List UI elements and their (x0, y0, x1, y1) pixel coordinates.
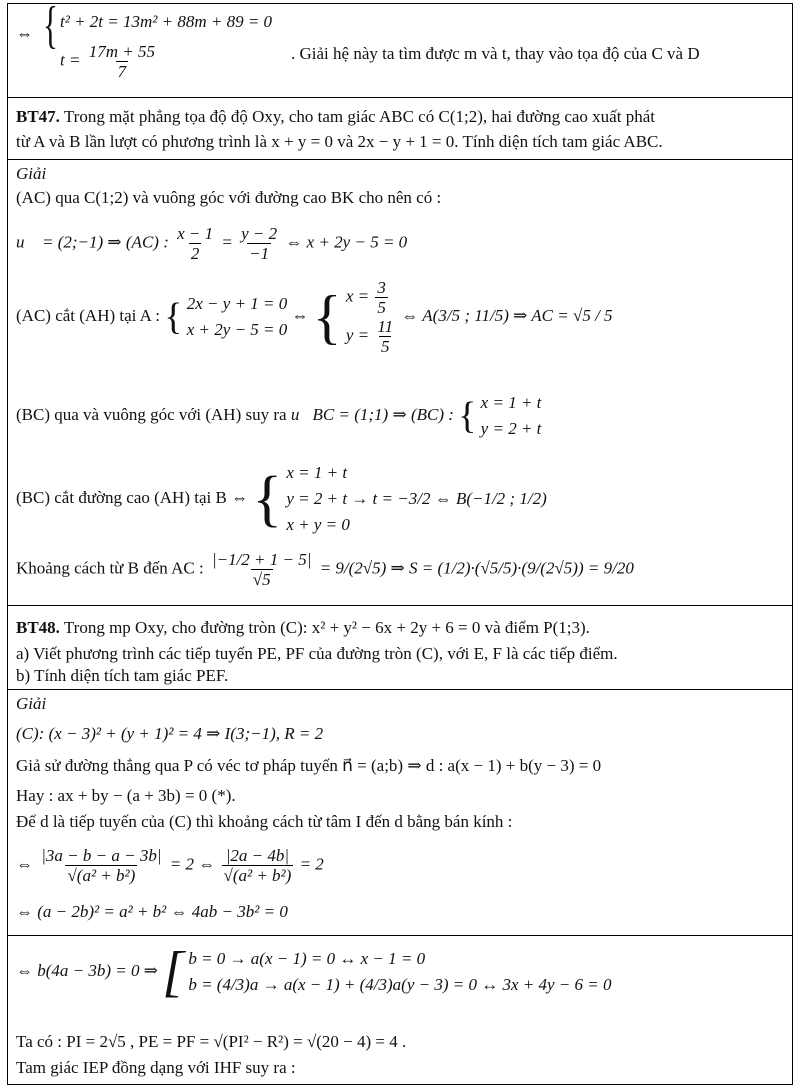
l5-f2n: |2a − 4b| (225, 846, 290, 865)
bt48-line1-text: Trong mp Oxy, cho đường tròn (C): x² + y² − 6x + 2y + 6 = 0 và điểm P(1;3). (63, 618, 590, 637)
l5-iff: ⇔ (16, 854, 33, 874)
sol48-line1: (C): (x − 3)² + (y + 1)² = 4 ⇒ I(3;−1), R = 2 (16, 724, 324, 743)
l6-a: Khoảng cách từ B đến AC : (16, 558, 204, 578)
l5-a: (BC) cắt đường cao (AH) tại B ⇔ (16, 487, 249, 507)
bt47-line1-text: Trong mặt phẳng tọa độ độ Oxy, cho tam giác ABC có C(1;2), hai đường cao xuất phát (63, 107, 655, 126)
l3-system (187, 291, 288, 343)
l4-a: (BC) qua và vuông góc với (AH) suy ra (16, 404, 287, 424)
l6-b: = 9/(2√5) ⇒ S = (1/2)·(√5/5)·(9/(2√5)) = 9/20 (319, 558, 634, 578)
l2-eq: = (221, 232, 233, 252)
l3-x: x = (345, 286, 370, 306)
solution-heading-48: Giải (16, 694, 47, 713)
bt47-statement-box (7, 97, 793, 159)
bt48-statement-box (7, 605, 793, 689)
cont-l1-s1: b = 0 → a(x − 1) = 0 ↔ x − 1 = 0 (188, 949, 426, 968)
eq2-prefix: t = (60, 50, 81, 70)
l5-frac2 (222, 846, 294, 885)
iff-text: ⇔ (16, 24, 33, 43)
l4-s2: y = 2 + t (480, 419, 542, 438)
top-system-box (7, 0, 793, 97)
l4-u: u⃗BC = (1;1) ⇒ (BC) : (290, 404, 454, 424)
l5-system (286, 460, 546, 538)
l6-num: |−1/2 + 1 − 5| (211, 550, 312, 569)
sol47-line5: (BC) cắt đường cao (AH) tại B ⇔ { x = 1 + t y = 2 + t → t = −3/2 ⇔ B(−1/2 ; 1/2) x + y = 0 (16, 460, 547, 538)
eq2-fraction (87, 42, 157, 81)
bt48-line3: b) Tính diện tích tam giác PEF. (16, 666, 229, 685)
sol48-line6: ⇔ (a − 2b)² = a² + b² ⇔ 4ab − 3b² = 0 (16, 902, 288, 921)
l5-end: = 2 (299, 854, 324, 874)
sol48-line2: Giả sử đường thẳng qua P có véc tơ pháp tuyến n⃗ = (a;b) ⇒ d : a(x − 1) + b(y − 3) = 0 (16, 756, 602, 775)
cont-l1-system (188, 946, 611, 998)
l3-b: ⇔ A(3/5 ; 11/5) ⇒ AC = √5 / 5 (401, 305, 613, 325)
bt48-line1 (16, 618, 590, 638)
l2-f1n: x − 1 (177, 224, 214, 243)
l2-a: u⃗ = (2;−1) ⇒ (AC) : (16, 232, 169, 252)
l6-den: √5 (252, 570, 271, 589)
l3-xn: 3 (377, 278, 386, 297)
solution-heading: Giải (16, 164, 47, 183)
sol48-line3: Hay : ax + by − (a + 3b) = 0 (*). (16, 786, 236, 805)
l2-f1d: 2 (190, 244, 200, 263)
system-eq-2 (60, 42, 159, 81)
sol48-line5 (16, 846, 324, 885)
cont-line1: ⇔ b(4a − 3b) = 0 ⇒ [ b = 0 → a(x − 1) = 0 ↔ x − 1 = 0 b = (4/3)a → a(x − 1) + (4/3)a(y − 3) = 0 ↔ 3x + 4y − 6 = 0 (16, 941, 612, 1003)
iff-symbol (16, 24, 33, 44)
top-note: . Giải hệ này ta tìm được m và t, thay vào tọa độ của C và D (291, 44, 700, 63)
sol47-line3: (AC) cắt (AH) tại A : { 2x − y + 1 = 0 x + 2y − 5 = 0 ⇔ { x = $\frac{3}{5}$ y = $\frac{11}{5}$ ⇔ A(3/5 ; 11/5) ⇒ AC = √5 / 5 (16, 278, 613, 356)
l2-b: ⇔ x + 2y − 5 = 0 (285, 232, 408, 252)
sol47-line4: (BC) qua và vuông góc với (AH) suy ra u⃗BC = (1;1) ⇒ (BC) : { x = 1 + t y = 2 + t (16, 390, 541, 442)
bt48-label: BT48. (16, 618, 60, 637)
cont-l1-a: ⇔ b(4a − 3b) = 0 ⇒ (16, 960, 159, 980)
document-page (7, 0, 793, 1085)
bt47-line1 (16, 107, 655, 127)
sol47-line2 (16, 224, 407, 263)
l3-iff: ⇔ (291, 305, 309, 325)
l3-yd: 5 (380, 337, 390, 356)
l2-frac1 (175, 224, 215, 263)
l4-system (481, 390, 542, 442)
l4-s1: x = 1 + t (480, 393, 542, 412)
eq2-den: 7 (117, 62, 127, 81)
l3-y: y = (345, 325, 370, 345)
l3-solution (346, 278, 397, 356)
sol48-line4: Để d là tiếp tuyến của (C) thì khoảng cách từ tâm I đến d bằng bán kính : (16, 812, 513, 831)
bt48-line2: a) Viết phương trình các tiếp tuyến PE, PF của đường tròn (C), với E, F là các tiếp điểm. (16, 644, 618, 663)
bt48-solution-box (7, 689, 793, 935)
l5-s1: x = 1 + t (286, 463, 348, 482)
l6-frac (210, 550, 314, 589)
sol47-line1: (AC) qua C(1;2) và vuông góc với đường cao BK cho nên có : (16, 188, 442, 207)
l5-f1d: √(a² + b²) (67, 866, 136, 885)
l2-frac2 (239, 224, 279, 263)
cont-l1-s2: b = (4/3)a → a(x − 1) + (4/3)a(y − 3) = 0 ↔ 3x + 4y − 6 = 0 (188, 975, 612, 994)
l5-f1n: |3a − b − a − 3b| (41, 846, 162, 865)
l3-s1: 2x − y + 1 = 0 (186, 294, 288, 313)
l3-xd: 5 (377, 298, 386, 317)
l5-frac1 (39, 846, 163, 885)
l5-f2d: √(a² + b²) (223, 866, 292, 885)
eq2-num: 17m + 55 (88, 42, 155, 61)
bt47-solution-box (7, 159, 793, 605)
bt47-line2: từ A và B lần lượt có phương trình là x + y = 0 và 2x − y + 1 = 0. Tính diện tích tam giác ABC. (16, 132, 663, 151)
cont-line2: Ta có : PI = 2√5 , PE = PF = √(PI² − R²) = √(20 − 4) = 4 . (16, 1032, 407, 1051)
l5-mid: = 2 ⇔ (169, 854, 216, 874)
l3-yn: 11 (377, 317, 394, 336)
bt47-label: BT47. (16, 107, 60, 126)
l3-s2: x + 2y − 5 = 0 (186, 320, 288, 339)
l3-a: (AC) cắt (AH) tại A : (16, 305, 160, 325)
l2-f2n: y − 2 (241, 224, 278, 243)
l5-s2: y = 2 + t → t = −3/2 ⇔ B(−1/2 ; 1/2) (286, 489, 547, 508)
l5-s3: x + y = 0 (286, 515, 350, 534)
system-eq-1: t² + 2t = 13m² + 88m + 89 = 0 (60, 12, 273, 31)
sol47-line6 (16, 550, 634, 589)
l2-f2d: −1 (249, 244, 270, 263)
cont-line3: Tam giác IEP đồng dạng với IHF suy ra : (16, 1058, 296, 1077)
brace: { (42, 0, 58, 54)
continuation-box (7, 935, 793, 1085)
